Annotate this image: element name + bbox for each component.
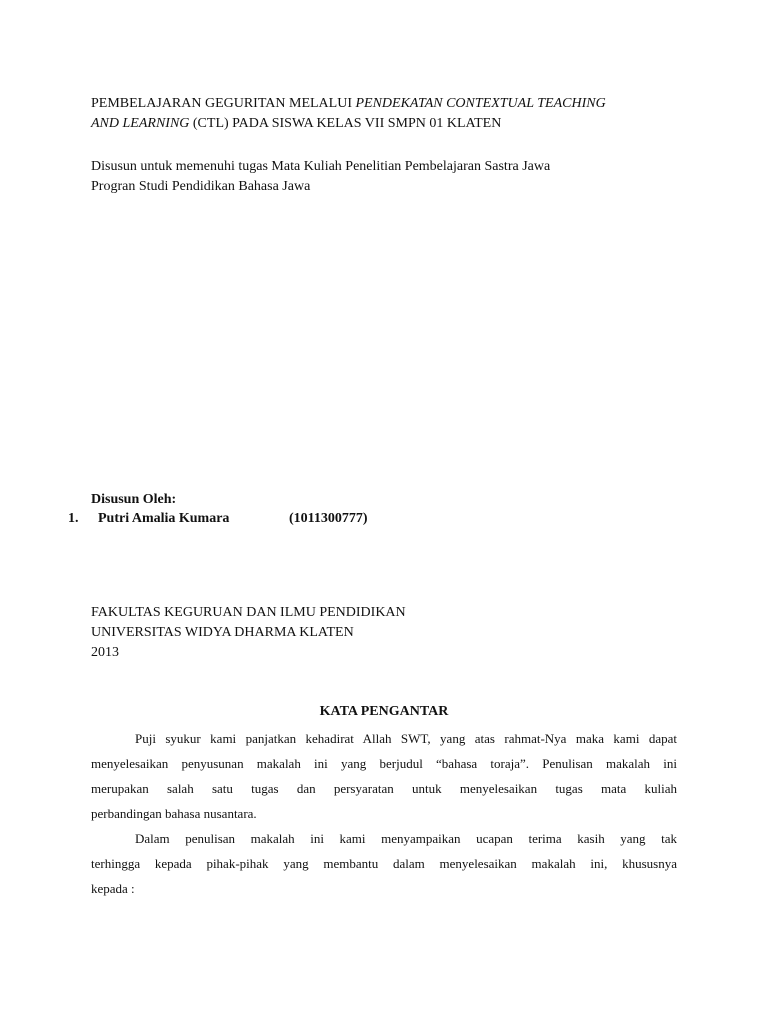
title-line-2: [91, 114, 606, 134]
paragraph-line: Dalam penulisan makalah ini kami menyampaikan ucapan terima kasih yang tak: [135, 831, 677, 846]
faculty-name: FAKULTAS KEGURUAN DAN ILMU PENDIDIKAN: [91, 605, 406, 620]
author-heading: Disusun Oleh:: [91, 492, 177, 507]
document-title: [91, 94, 606, 134]
foreword-paragraph-1: [91, 726, 677, 826]
title-line-2-normal: (CTL) PADA SISWA KELAS VII SMPN 01 KLATEN: [189, 116, 502, 131]
author-entry: [68, 509, 368, 529]
author-id: (1011300777): [289, 511, 368, 526]
paragraph-line: menyelesaikan penyusunan makalah ini yang berjudul “bahasa toraja”. Penulisan makalah ini: [91, 756, 677, 771]
paragraph-line: perbandingan bahasa nusantara.: [91, 806, 257, 821]
paragraph-line: terhingga kepada pihak-pihak yang membantu dalam menyelesaikan makalah ini, khususnya: [91, 856, 677, 871]
title-line-1-normal: PEMBELAJARAN GEGURITAN MELALUI: [91, 96, 356, 111]
foreword-heading: KATA PENGANTAR: [319, 704, 449, 719]
document-year: 2013: [91, 645, 119, 660]
purpose-line-2: Progran Studi Pendidikan Bahasa Jawa: [91, 179, 311, 194]
title-line-1: [91, 94, 606, 114]
foreword-paragraph-2: [91, 826, 677, 901]
university-name: UNIVERSITAS WIDYA DHARMA KLATEN: [91, 625, 354, 640]
institution-block: [91, 603, 406, 663]
purpose-line-1: Disusun untuk memenuhi tugas Mata Kuliah Penelitian Pembelajaran Sastra Jawa: [91, 159, 551, 174]
purpose-statement: [91, 157, 550, 197]
paragraph-line: Puji syukur kami panjatkan kehadirat Allah SWT, yang atas rahmat-Nya maka kami dapat: [135, 731, 677, 746]
author-name: Putri Amalia Kumara: [98, 511, 230, 526]
title-line-1-italic: PENDEKATAN CONTEXTUAL TEACHING: [355, 96, 606, 111]
title-line-2-italic: AND LEARNING: [91, 116, 190, 131]
author-number: 1.: [68, 511, 79, 526]
paragraph-line: kepada :: [91, 881, 135, 896]
paragraph-line: merupakan salah satu tugas dan persyaratan untuk menyelesaikan tugas mata kuliah: [91, 781, 677, 796]
